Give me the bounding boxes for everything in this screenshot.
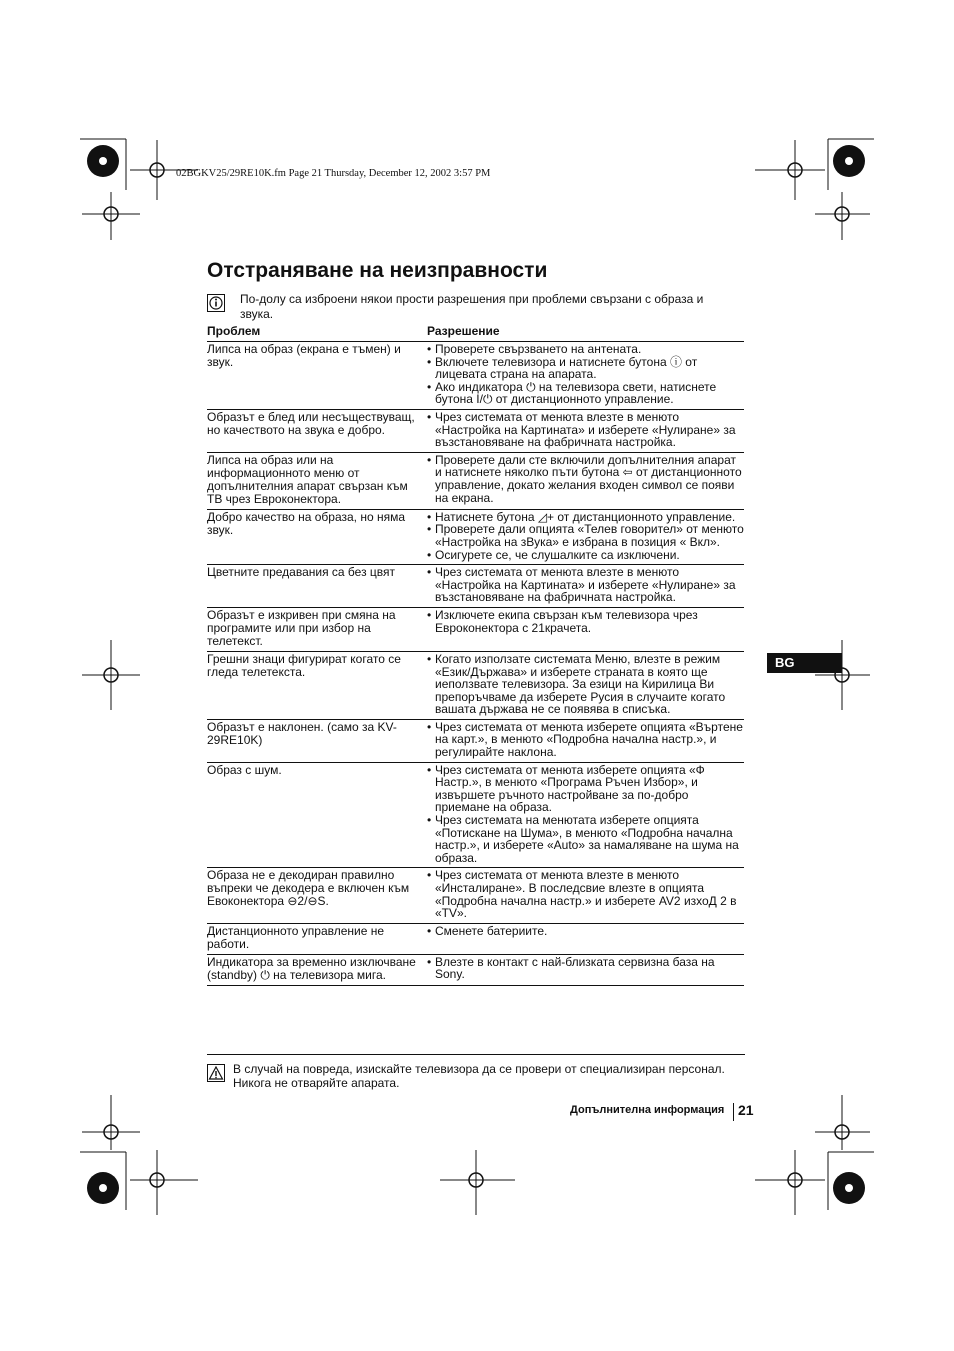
table-row xyxy=(207,510,744,565)
table-row xyxy=(207,608,744,652)
solution-cell xyxy=(427,608,744,651)
table-row xyxy=(207,342,744,410)
footer-section-title: Допълнителна информация xyxy=(570,1104,725,1116)
problem-cell: Грешни знаци фигурират когато се гледа телетекста. xyxy=(207,651,401,679)
problem-cell: Образът е изкривен при смяна на програмите или при избор на телетекст. xyxy=(207,607,396,648)
solution-item: • Проверете свързването на антената. xyxy=(427,343,744,356)
solution-cell xyxy=(427,924,744,954)
problem-cell: Липса на образ или на информационното меню от допълнителния апарат свързан към ТВ чрез Евроконектора. xyxy=(207,452,408,506)
solution-cell xyxy=(427,565,744,607)
table-row xyxy=(207,410,744,453)
problem-cell: Цветните предавания са без цвят xyxy=(207,565,396,580)
warning-icon xyxy=(207,1064,225,1082)
solution-item: • Проверете дали сте включили допълнителния апарат и натиснете няколко пъти бутона ⇦ от дистанционното управление, докато желания входен символ се появи на екрана. xyxy=(427,454,744,504)
table-row xyxy=(207,924,744,955)
solution-item: • Чрез системата от менюта изберете опцията «Ф Настр.», в менюто «Програма Ръчен Избор», и извършете ръчното настройване за по-добро приемане на образа. xyxy=(427,764,744,814)
warning-divider xyxy=(207,1054,745,1055)
solution-cell xyxy=(427,342,744,409)
solution-cell xyxy=(427,763,744,868)
solution-item: • Чрез системата от менюта влезте в менюто «Настройка на Картината» и изберете «Нулиране» за възстановяване на фабричната настройка. xyxy=(427,566,744,604)
solution-item: • Проверете дали опцията «Телев говорител» от менюто «Настройка на зВука» е избрана в позиция « Вкл». xyxy=(427,523,744,548)
table-row xyxy=(207,565,744,608)
problem-cell: Индикатора за временно изключване (standby) ⏻ на телевизора мига. xyxy=(207,954,416,982)
problem-column-header: Проблем xyxy=(207,324,261,338)
solution-item: • Чрез системата от менюта влезте в менюто «Инсталиране». В последсвие влезте в опцията «Подробна начална настр.» и изберете AV2 изхоД 2 в «TV». xyxy=(427,869,744,919)
solution-column-header: Разрешение xyxy=(427,324,500,338)
table-row xyxy=(207,652,744,720)
problem-cell: Дистанционното управление не работи. xyxy=(207,923,385,951)
solution-cell xyxy=(427,410,744,452)
table-row xyxy=(207,720,744,763)
solution-cell xyxy=(427,955,744,985)
solution-item: • Ако индикатора ⏻ на телевизора свети, натиснете бутона I/⏻ от дистанционното управление. xyxy=(427,381,744,406)
solution-item: • Чрез системата от менюта влезте в менюто «Настройка на Картината» и изберете «Нулиране» за възстановяване на фабричната настройка. xyxy=(427,411,744,449)
warning-text: В случай на повреда, изискайте телевизора да се провери от специализиран персонал. Никога не отваряйте апарата. xyxy=(233,1062,725,1090)
solution-item: • Изключете екипа свързан към телевизора чрез Евроконектора с 21крачета. xyxy=(427,609,744,634)
page-title: Отстраняване на неизправности xyxy=(207,259,548,282)
problem-cell: Добро качество на образа, но няма звук. xyxy=(207,509,406,537)
troubleshooting-table xyxy=(207,341,744,986)
solution-item: • Сменете батериите. xyxy=(427,925,744,938)
info-icon xyxy=(207,294,225,312)
solution-item: • Чрез системата от менюта изберете опцията «Въртене на карт.», в менюто «Подробна начална настр.», и регулирайте наклона. xyxy=(427,721,744,759)
solution-cell xyxy=(427,510,744,564)
table-row xyxy=(207,955,744,986)
solution-cell xyxy=(427,453,744,509)
table-row xyxy=(207,868,744,923)
problem-cell: Образът е блед или несъществуващ, но качеството на звука е добро. xyxy=(207,409,415,437)
solution-item: • Включете телевизора и натиснете бутона ⓘ от лицевата страна на апарата. xyxy=(427,356,744,381)
table-row xyxy=(207,453,744,510)
footer-divider xyxy=(733,1103,734,1121)
intro-text: По-долу са изброени някои прости разрешения при проблеми свързани с образа и звука. xyxy=(240,292,704,321)
solution-cell xyxy=(427,652,744,719)
problem-cell: Образ с шум. xyxy=(207,762,282,777)
solution-cell xyxy=(427,868,744,922)
problem-cell: Образа не е декодиран правилно въпреки че декодера е включен към Евоконектора ⊖2/⊖S. xyxy=(207,868,410,909)
problem-cell: Образът е наклонен. (само за KV-29RE10K) xyxy=(207,719,397,747)
solution-item: • Осигурете се, че слушалките са изключени. xyxy=(427,549,744,562)
file-header-line: 02BGKV25/29RE10K.fm Page 21 Thursday, December 12, 2002 3:57 PM xyxy=(176,168,491,179)
language-tab: BG xyxy=(767,653,842,673)
table-row xyxy=(207,763,744,869)
page-number: 21 xyxy=(738,1102,754,1118)
solution-item: • Натиснете бутона ◿+ от дистанционното управление. xyxy=(427,511,744,524)
problem-cell: Липса на образ (екрана е тъмен) и звук. xyxy=(207,342,401,369)
solution-item: • Влезте в контакт с най-близката сервизна база на Sony. xyxy=(427,956,744,981)
solution-item: • Когато използате системата Меню, влезте в режим «Език/Държава» и изберете страната в която ще иеползвате телевизора. За езици на Кирилица Ви препоръчваме да изберете Русия в случаите когато вашата държава не се появява в списъка. xyxy=(427,653,744,716)
solution-cell xyxy=(427,720,744,762)
solution-item: • Чрез системата на менютата изберете опцията «Потискане на Шума», в менюто «Подробна начална настр.», и изберете «Auto» за намаляване на шума на образа. xyxy=(427,814,744,864)
